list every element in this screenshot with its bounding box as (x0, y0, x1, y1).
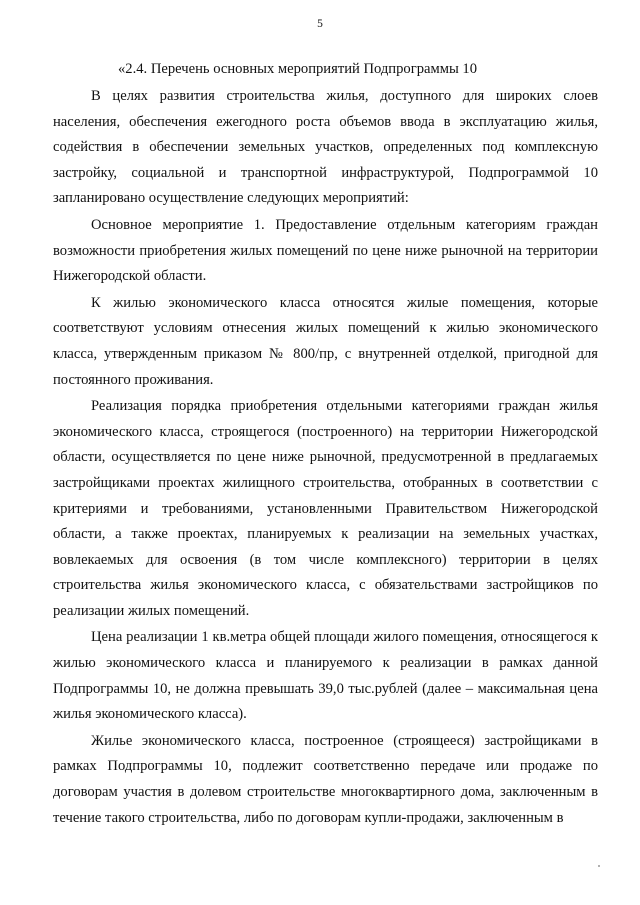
paragraph-price-limit: Цена реализации 1 кв.метра общей площади жилого помещения, относящегося к жилью экономического класса и планируемого к реализации в рамках данной Подпрограммы 10, не должна превышать 39,0 тыс.рублей (далее – максимальная цена жилья экономического класса). (53, 629, 598, 723)
page-number: 5 (317, 18, 323, 30)
paragraph-purchase-procedure: Реализация порядка приобретения отдельными категориями граждан жилья экономического класса, строящегося (построенного) на территории Нижегородской области, осуществляется по цене ниже рыночной, предусмотренной в предлагаемых застройщиками проектах жилищного строительства, отобранных в соответствии с критериями и требованиями, установленными Правительством Нижегородской области, а также проектах, планируемых к реализации на земельных участках, вовлекаемых для освоения (в том числе комплексного) территории в целях строительства жилья экономического класса, с обязательствами застройщиков по реализации жилых помещений. (53, 398, 598, 619)
section-heading: «2.4. Перечень основных мероприятий Подпрограммы 10 (118, 61, 477, 77)
scan-speck (598, 865, 600, 867)
paragraph-transfer-terms: Жилье экономического класса, построенное (строящееся) застройщиками в рамках Подпрограммы 10, подлежит соответственно передаче или продаже по договорам участия в долевом строительстве многоквартирного дома, заключенным в течение такого строительства, либо по договорам купли-продажи, заключенным в (53, 732, 598, 826)
paragraph-main-activity: Основное мероприятие 1. Предоставление отдельным категориям граждан возможности приобретения жилых помещений по цене ниже рыночной на территории Нижегородской области. (53, 216, 598, 285)
paragraph-goals: В целях развития строительства жилья, доступного для широких слоев населения, обеспечения ежегодного роста объемов ввода в эксплуатацию жилья, содействия в обеспечении земельных участков, определенных под комплексную застройку, социальной и транспортной инфраструктурой, Подпрограммой 10 запланировано осуществление следующих мероприятий: (53, 88, 598, 207)
document-body (53, 84, 598, 831)
paragraph-economy-class-definition: К жилью экономического класса относятся жилые помещения, которые соответствуют условиям отнесения жилых помещений к жилью экономического класса, утвержденным приказом № 800/пр, с внутренней отделкой, пригодной для постоянного проживания. (53, 294, 598, 388)
